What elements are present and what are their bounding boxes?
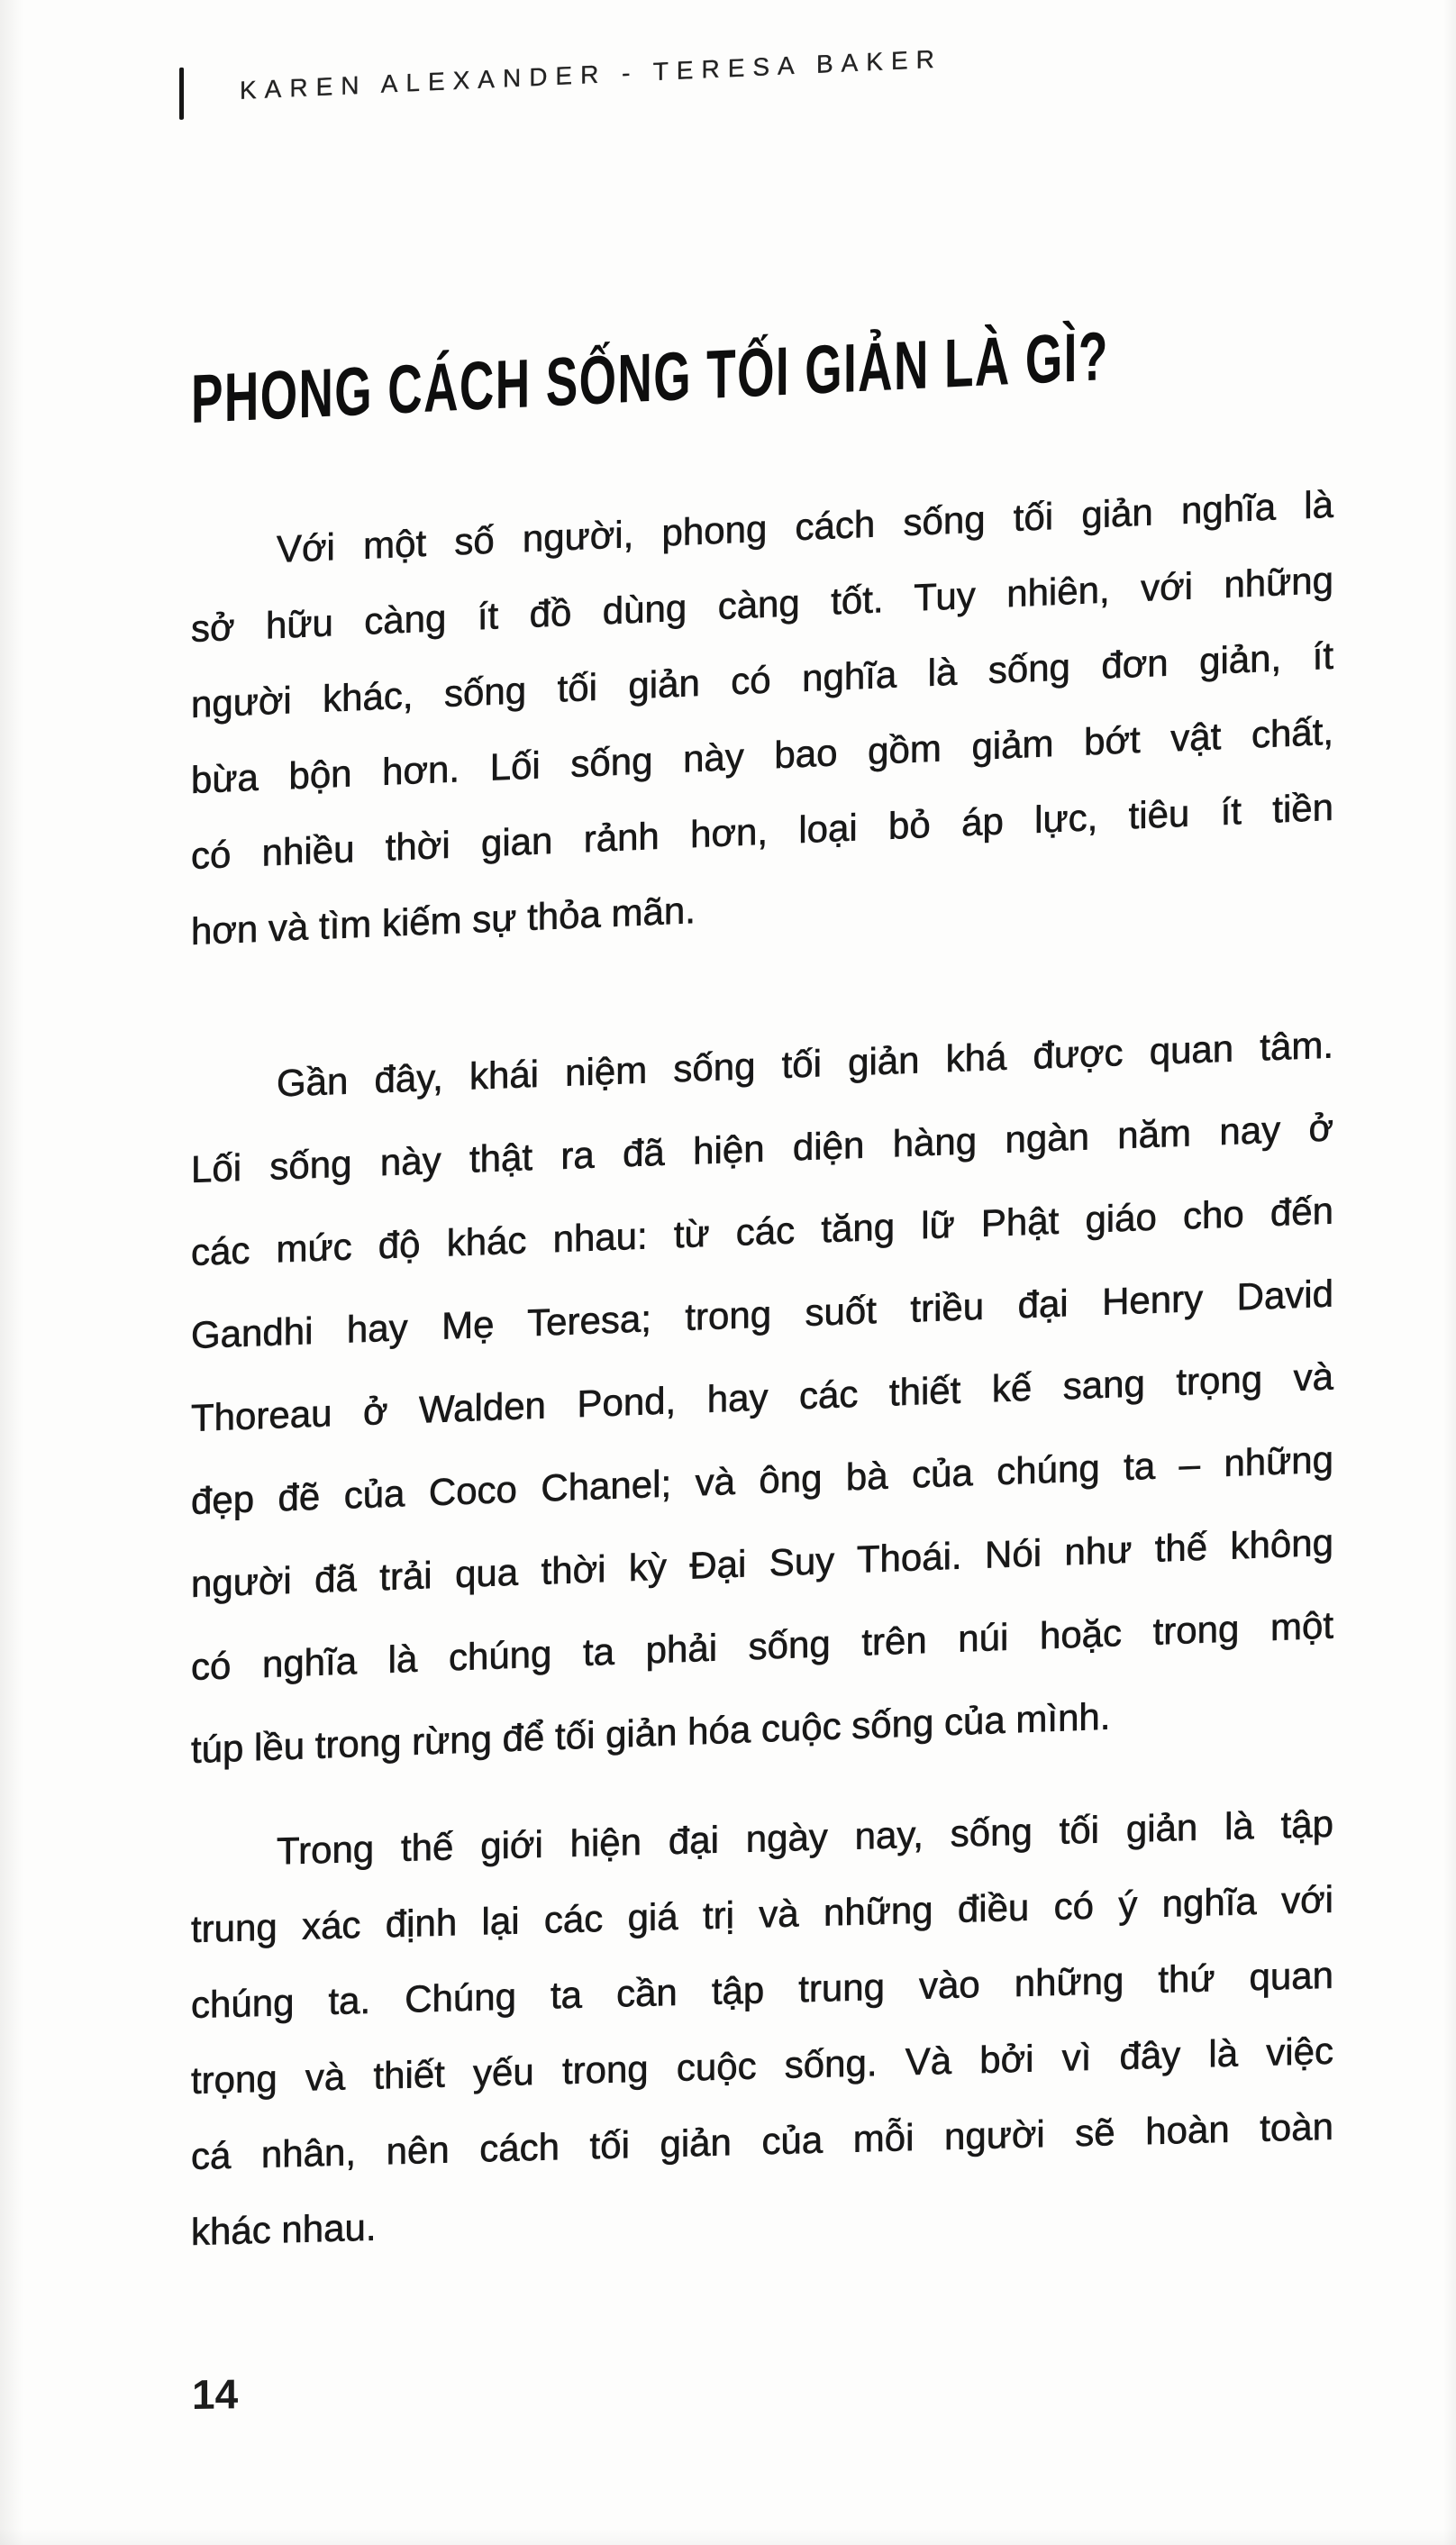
running-header-authors: KAREN ALEXANDER - TERESA BAKER [240, 44, 942, 105]
body-line: Lối sống này thật ra đã hiện diện hàng ngàn năm nay ở [191, 1106, 1333, 1190]
chapter-title-text: PHONG CÁCH SỐNG TỐI GIẢN LÀ GÌ? [191, 317, 1109, 438]
body-line: Thoreau ở Walden Pond, hay các thiết kế sang trọng và [191, 1355, 1333, 1439]
body-line: người khác, sống tối giản có nghĩa là sống đơn giản, ít [191, 634, 1333, 725]
body-line: Gandhi hay Mẹ Teresa; trong suốt triều đại Henry David [191, 1272, 1333, 1356]
page-edge-shadow-right [1443, 0, 1456, 2545]
body-line: trọng và thiết yếu trong cuộc sống. Và bởi vì đây là việc [191, 2029, 1333, 2102]
paragraph [191, 1786, 1333, 2270]
page-edge-shadow-bottom [0, 2529, 1456, 2545]
running-header [0, 33, 942, 128]
body-line: người đã trải qua thời kỳ Đại Suy Thoái. Nói như thế không [191, 1520, 1333, 1605]
body-line: bừa bộn hơn. Lối sống này bao gồm giảm bớt vật chất, [191, 709, 1333, 801]
body-line: đẹp đẽ của Coco Chanel; và ông bà của chúng ta – những [191, 1437, 1333, 1522]
body-line: hơn và tìm kiếm sự thỏa mãn. [191, 889, 696, 953]
body-line: Gần đây, khái niệm sống tối giản khá được quan tâm. [277, 1023, 1333, 1105]
paragraph [191, 467, 1333, 970]
body-line: trung xác định lại các giá trị và những điều có ý nghĩa với [191, 1877, 1333, 1950]
body-line: khác nhau. [191, 2205, 377, 2253]
body-line: Trong thế giới hiện đại ngày nay, sống tối giản là tập [277, 1802, 1333, 1873]
body-line: chúng ta. Chúng ta cần tập trung vào những thứ quan [191, 1953, 1333, 2026]
body-line: có nghĩa là chúng ta phải sống trên núi hoặc trong một [191, 1603, 1333, 1688]
chapter-title [191, 300, 1456, 437]
paragraph [191, 1004, 1333, 1792]
body-line: Với một số người, phong cách sống tối giản nghĩa là [277, 482, 1333, 570]
body-line: có nhiều thời gian rảnh hơn, loại bỏ áp lực, tiêu ít tiền [191, 785, 1333, 877]
body-line: túp lều trong rừng để tối giản hóa cuộc sống của mình. [191, 1694, 1111, 1771]
page-edge-shadow-left [0, 0, 23, 2545]
body-line: sở hữu càng ít đồ dùng càng tốt. Tuy nhiên, với những [191, 558, 1333, 650]
page-number: 14 [192, 2370, 239, 2418]
body-line: các mức độ khác nhau: từ các tăng lữ Phật giáo cho đến [191, 1189, 1333, 1273]
body-line: cá nhân, nên cách tối giản của mỗi người sẽ hoàn toàn [191, 2104, 1333, 2177]
header-rule-bar [179, 68, 184, 120]
